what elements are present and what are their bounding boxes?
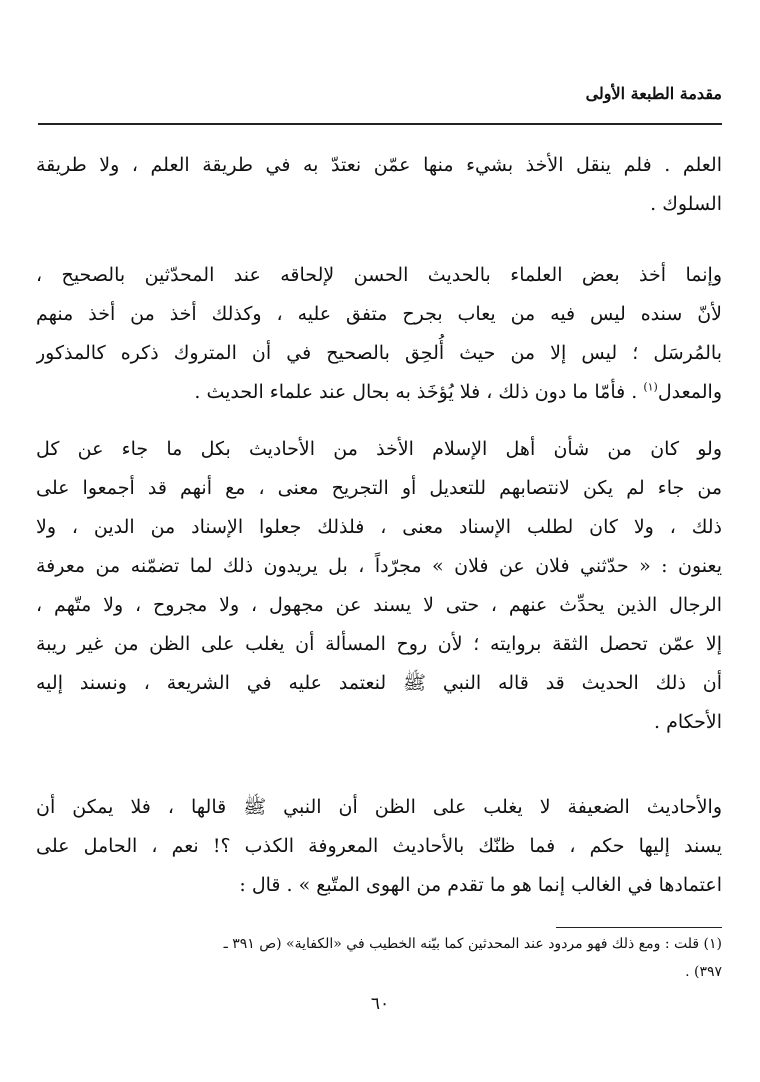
text-line: لأنّ سنده ليس فيه من يعاب بجرح متفق عليه ، وكذلك أخذ من أخذ منهم bbox=[36, 303, 722, 325]
paragraph-4 bbox=[36, 788, 722, 905]
text-line: يسند إليها حكم ، فما ظنّك بالأحاديث المعروفة الكذب ؟! نعم ، الحامل على bbox=[36, 835, 722, 857]
text-line: بالمُرسَل ؛ ليس إلا من حيث أُلحِق بالصحيح في أن المتروك ذكره كالمذكور bbox=[36, 342, 722, 364]
text-fragment: والمعدل bbox=[657, 381, 722, 403]
text-line: والأحاديث الضعيفة لا يغلب على الظن أن النبي ﷺ قالها ، فلا يمكن أن bbox=[36, 796, 722, 818]
footnote-marker: (١) bbox=[643, 380, 658, 394]
paragraph-3 bbox=[36, 430, 722, 742]
text-line: أن ذلك الحديث قد قاله النبي ﷺ لنعتمد عليه في الشريعة ، ونسند إليه bbox=[36, 672, 722, 694]
page-number: ٦٠ bbox=[370, 994, 390, 1014]
footnote-line: ٣٩٧) . bbox=[685, 964, 722, 980]
text-line: يعنون : « حدّثني فلان عن فلان » مجرّداً ، بل يريدون ذلك لما تضمّنه من معرفة bbox=[36, 555, 722, 577]
text-fragment: . فأمّا ما دون ذلك ، فلا يُؤخَذ به بحال عند علماء الحديث . bbox=[194, 381, 638, 403]
text-line: من جاء لم يكن لانتصابهم للتعديل أو التجريح معنى ، مع أنهم قد أجمعوا على bbox=[36, 477, 722, 499]
text-line-with-footnote bbox=[36, 373, 722, 412]
text-line: الأحكام . bbox=[654, 711, 722, 733]
header-divider bbox=[38, 123, 722, 125]
paragraph-2 bbox=[36, 256, 722, 412]
text-line: السلوك . bbox=[650, 193, 722, 215]
text-line: ذلك ، ولا كان لطلب الإسناد معنى ، فلذلك جعلوا الإسناد من الدين ، ولا bbox=[36, 516, 722, 538]
text-line: الرجال الذين يحدِّث عنهم ، حتى لا يسند عن مجهول ، ولا مجروح ، ولا متّهم ، bbox=[36, 594, 722, 616]
footnote-divider bbox=[556, 927, 722, 928]
footnote bbox=[36, 930, 722, 986]
text-line: ولو كان من شأن أهل الإسلام الأخذ من الأحاديث بكل ما جاء عن كل bbox=[36, 438, 722, 460]
text-line: وإنما أخذ بعض العلماء بالحديث الحسن لإلحاقه عند المحدّثين بالصحيح ، bbox=[36, 264, 722, 286]
running-header-title: مقدمة الطبعة الأولى bbox=[585, 84, 722, 103]
footnote-line: (١) قلت : ومع ذلك فهو مردود عند المحدثين كما بيّنه الخطيب في «الكفاية» (ص ٣٩١ ـ bbox=[223, 936, 722, 952]
text-line: العلم . فلم ينقل الأخذ بشيء منها عمّن نعتدّ به في طريقة العلم ، ولا طريقة bbox=[36, 154, 722, 176]
paragraph-1 bbox=[36, 146, 722, 224]
text-line: اعتمادها في الغالب إنما هو ما تقدم من الهوى المتّبع » . قال : bbox=[239, 874, 722, 896]
text-line: إلا عمّن تحصل الثقة بروايته ؛ لأن روح المسألة أن يغلب على الظن من غير ريبة bbox=[36, 633, 722, 655]
